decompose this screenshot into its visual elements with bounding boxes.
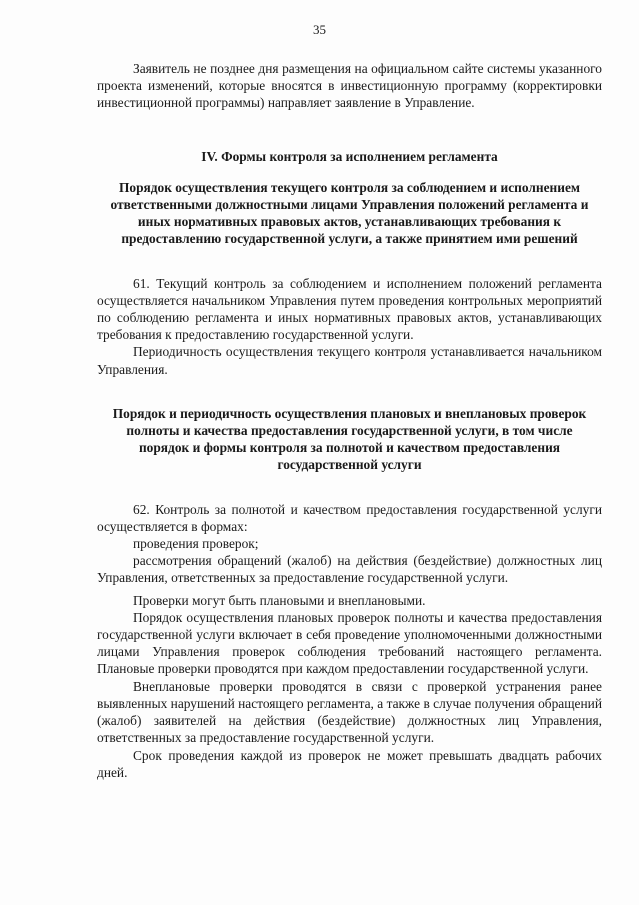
paragraph-62-planned: Порядок осуществления плановых проверок полноты и качества предоставления государственной услуги включает в себя проведение уполномоченными должностными лицами Управления проверок соблюдения требований настоящего регламента. Плановые проверки проводятся при каждом предоставлении государственной услуги. <box>97 609 602 677</box>
paragraph-62-form-1: проведения проверок; <box>133 536 259 552</box>
section-title: IV. Формы контроля за исполнением регламента <box>201 148 498 164</box>
document-body <box>97 60 602 781</box>
paragraph-62-unplanned: Внеплановые проверки проводятся в связи с проверкой устранения ранее выявленных нарушений настоящего регламента, а также в случае получения обращений (жалоб) заявителей на действия (бездействие) должностных лиц Управления, ответственных за предоставление государственной услуги. <box>97 678 602 746</box>
paragraph-62: 62. Контроль за полнотой и качеством предоставления государственной услуги осуществляется в формах: <box>97 501 602 534</box>
paragraph-61: 61. Текущий контроль за соблюдением и исполнением положений регламента осуществляется начальником Управления путем проведения контрольных мероприятий по соблюдению регламента и иных нормативных правовых актов, устанавливающих требования к предоставлению государственной услуги. <box>97 275 602 343</box>
page-number: 35 <box>313 22 326 37</box>
subsection-title-current-control: Порядок осуществления текущего контроля за соблюдением и исполнением ответственными должностными лицами Управления положений регламента и иных нормативных правовых актов, устанавливающих требования к предоставлению государственной услуги, а также принятием ими решений <box>110 179 589 247</box>
paragraph-intro: Заявитель не позднее дня размещения на официальном сайте системы указанного проекта изменений, которые вносятся в инвестиционную программу (корректировки инвестиционной программы) направляет заявление в Управление. <box>97 61 602 111</box>
paragraph-62-duration: Срок проведения каждой из проверок не может превышать двадцать рабочих дней. <box>97 747 602 780</box>
paragraph-61-periodicity: Периодичность осуществления текущего контроля устанавливается начальником Управления. <box>97 344 602 377</box>
subsection-title-inspections: Порядок и периодичность осуществления плановых и внеплановых проверок полноты и качества предоставления государственной услуги, в том числе порядок и формы контроля за полнотой и качеством предоставления государственной услуги <box>112 405 587 473</box>
paragraph-62-form-2: рассмотрения обращений (жалоб) на действия (бездействие) должностных лиц Управления, ответственных за предоставление государственной услуги. <box>97 553 602 586</box>
paragraph-62-types: Проверки могут быть плановыми и внеплановыми. <box>133 592 426 608</box>
